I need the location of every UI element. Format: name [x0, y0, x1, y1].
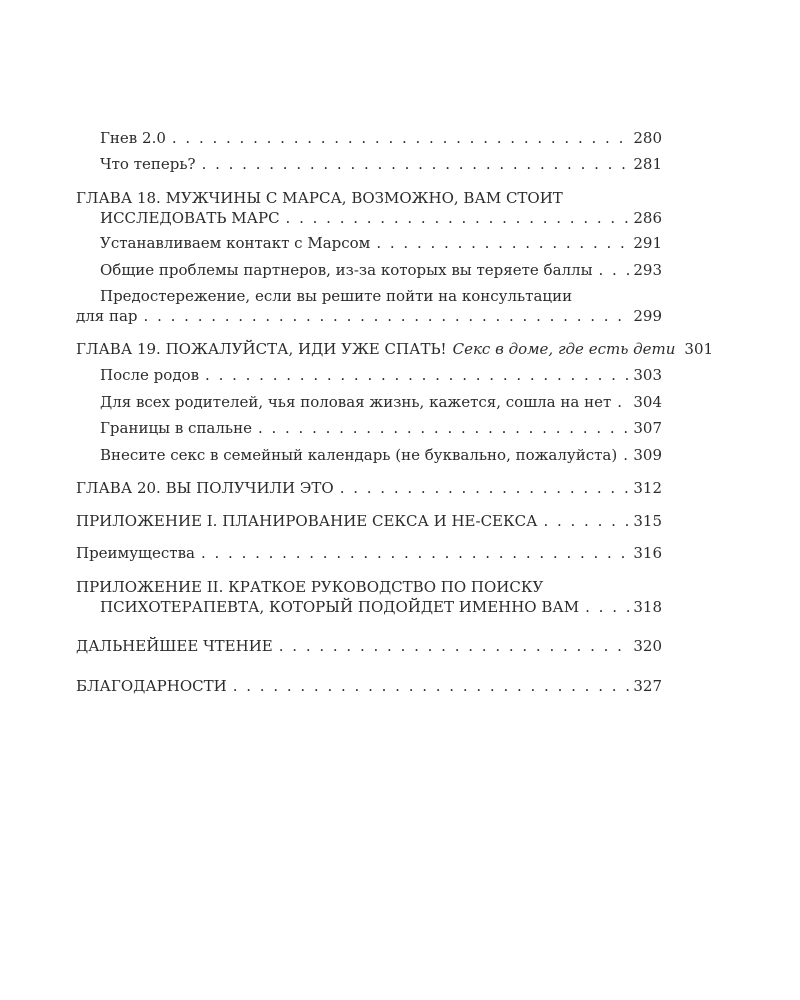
toc-entry[interactable] [76, 392, 662, 412]
toc-entry-title: ДАЛЬНЕЙШЕЕ ЧТЕНИЕ [76, 637, 273, 655]
toc-entry-page: 318 [633, 598, 662, 616]
dot-leader [201, 543, 630, 563]
toc-entry-subtitle: Секс в доме, где есть дети [452, 340, 676, 358]
dot-leader [172, 128, 630, 148]
dot-leader [585, 597, 630, 617]
toc-entry-page: 316 [633, 544, 662, 562]
toc-entry-page: 307 [633, 419, 662, 437]
dot-leader [144, 306, 631, 326]
toc-entry-page: 286 [633, 209, 662, 227]
toc-chapter-entry[interactable] [76, 188, 662, 228]
toc-entry-page: 315 [633, 512, 662, 530]
dot-leader [617, 392, 630, 412]
toc-entry[interactable] [76, 418, 662, 438]
toc-entry-title: После родов [100, 366, 200, 384]
toc-entry[interactable] [76, 260, 662, 280]
toc-entry[interactable] [76, 676, 662, 696]
toc-entry-page: 281 [633, 155, 662, 173]
toc-appendix-entry[interactable] [76, 577, 662, 617]
toc-entry-page: 327 [633, 677, 662, 695]
toc-entry[interactable] [76, 636, 662, 656]
toc-entry[interactable] [76, 233, 662, 253]
toc-appendix-entry[interactable] [76, 511, 662, 531]
toc-entry-title: ПРИЛОЖЕНИЕ II. КРАТКОЕ РУКОВОДСТВО ПО ПОИСКУ [76, 578, 544, 596]
dot-leader [599, 260, 631, 280]
toc-entry-title-continued: для пар [76, 307, 138, 325]
toc-entry-page: 280 [633, 129, 662, 147]
toc-entry-page: 303 [633, 366, 662, 384]
toc-entry[interactable] [76, 445, 662, 465]
toc-entry-page: 291 [633, 234, 662, 252]
toc-entry-title: Что теперь? [100, 155, 196, 173]
toc-entry-title-continued: ИССЛЕДОВАТЬ МАРС [100, 209, 280, 227]
dot-leader [340, 478, 631, 498]
toc-chapter-entry[interactable] [76, 339, 714, 359]
dot-leader [376, 233, 630, 253]
toc-entry-title: ПРИЛОЖЕНИЕ I. ПЛАНИРОВАНИЕ СЕКСА И НЕ-СЕКСА [76, 512, 538, 530]
toc-entry-title: ГЛАВА 20. ВЫ ПОЛУЧИЛИ ЭТО [76, 479, 334, 497]
dot-leader [233, 676, 631, 696]
dot-leader [258, 418, 630, 438]
toc-entry-title: Преимущества [76, 544, 195, 562]
toc-entry-page: 312 [633, 479, 662, 497]
toc-entry-title: Внесите секс в семейный календарь (не буквально, пожалуйста) [100, 446, 618, 464]
toc-entry-title: Общие проблемы партнеров, из-за которых вы теряете баллы [100, 261, 593, 279]
dot-leader [202, 154, 631, 174]
toc-entry[interactable] [76, 286, 662, 326]
toc-entry-page: 304 [633, 393, 662, 411]
toc-chapter-entry[interactable] [76, 478, 662, 498]
toc-entry[interactable] [76, 154, 662, 174]
toc-entry-title: Устанавливаем контакт с Марсом [100, 234, 371, 252]
toc-entry-page: 301 [684, 340, 714, 358]
toc-entry-title: Границы в спальне [100, 419, 252, 437]
toc-entry[interactable] [76, 543, 662, 563]
toc-entry[interactable] [76, 365, 662, 385]
toc-entry-title: ГЛАВА 18. МУЖЧИНЫ С МАРСА, ВОЗМОЖНО, ВАМ СТОИТ [76, 189, 563, 207]
dot-leader [279, 636, 631, 656]
toc-entry[interactable] [76, 128, 662, 148]
toc-entry-title: БЛАГОДАРНОСТИ [76, 677, 227, 695]
toc-entry-title: Для всех родителей, чья половая жизнь, кажется, сошла на нет [100, 393, 612, 411]
toc-entry-title-continued: ПСИХОТЕРАПЕВТА, КОТОРЫЙ ПОДОЙДЕТ ИМЕННО ВАМ [100, 598, 580, 616]
toc-entry-title: Гнев 2.0 [100, 129, 166, 147]
table-of-contents [76, 0, 714, 1000]
dot-leader [543, 511, 630, 531]
toc-entry-title: ГЛАВА 19. ПОЖАЛУЙСТА, ИДИ УЖЕ СПАТЬ! [76, 340, 447, 358]
dot-leader [286, 208, 631, 228]
toc-entry-page: 309 [633, 446, 662, 464]
dot-leader [205, 365, 630, 385]
toc-entry-title: Предостережение, если вы решите пойти на консультации [100, 287, 573, 305]
toc-entry-page: 293 [633, 261, 662, 279]
toc-entry-page: 299 [633, 307, 662, 325]
dot-leader [623, 445, 630, 465]
toc-entry-page: 320 [633, 637, 662, 655]
